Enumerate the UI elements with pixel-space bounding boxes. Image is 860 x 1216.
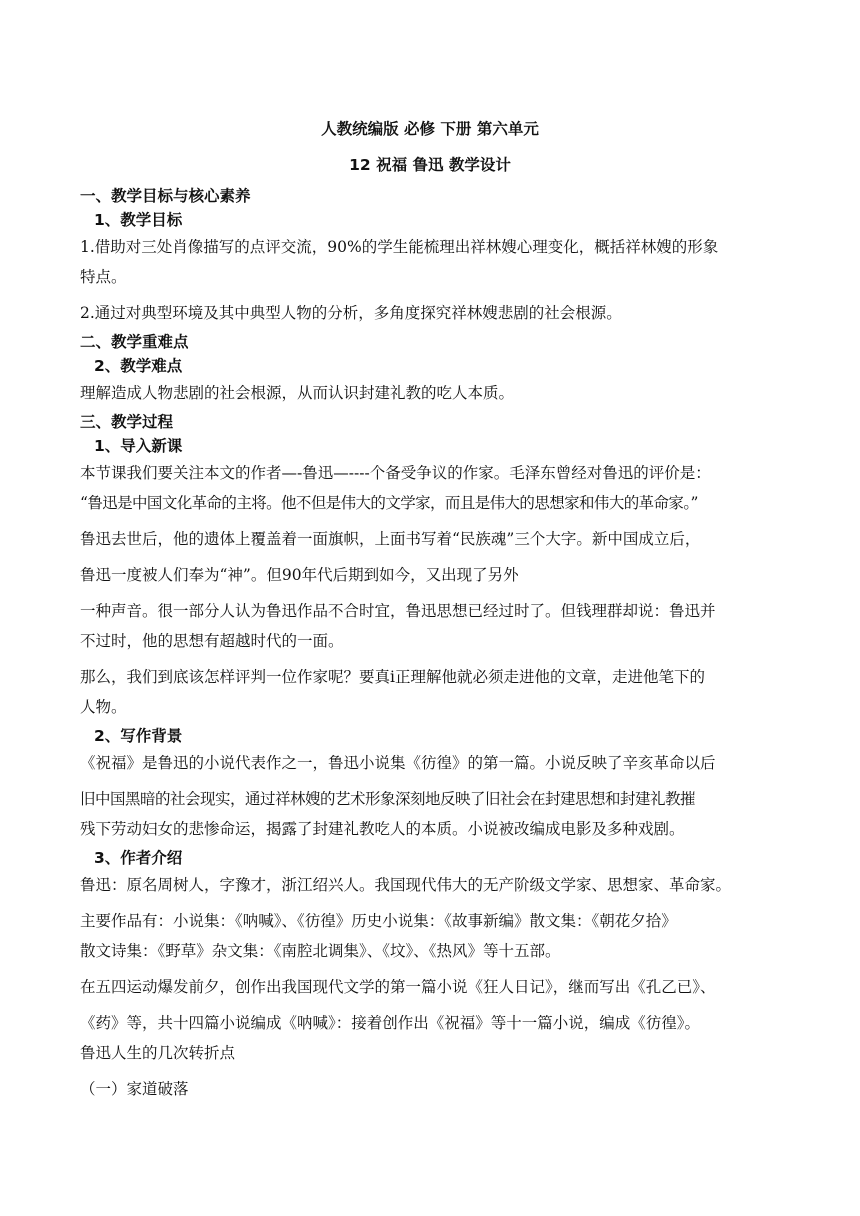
document-title-lesson: 12 祝福 鲁迅 教学设计 — [349, 156, 511, 174]
subheading-background: 2、写作背景 — [94, 727, 183, 745]
subheading-teaching-goals: 1、教学目标 — [94, 211, 183, 229]
turning-point-heading: （一）家道破落 — [80, 1080, 189, 1098]
subheading-introduction: 1、导入新课 — [94, 437, 183, 455]
section-heading-key-points: 二、教学重难点 — [80, 333, 189, 351]
author-paragraph-line: 在五四运动爆发前夕，创作出我国现代文学的第一篇小说《狂人日记》，继而写出《孔乙已》、 — [80, 978, 716, 996]
intro-paragraph-line: 那么，我们到底该怎样评判一位作家呢？要真i正理解他就必须走进他的文章，走进他笔下的 — [80, 668, 705, 686]
document-title-unit: 人教统编版 必修 下册 第六单元 — [321, 120, 539, 138]
background-paragraph-line: 残下劳动妇女的悲惨命运，揭露了封建礼教吃人的本质。小说被改编成电影及多种戏剧。 — [80, 820, 685, 838]
author-paragraph-line: 《药》等，共十四篇小说编成《呐喊》：接着创作出《祝福》等十一篇小说，编成《彷徨》。 — [80, 1014, 701, 1032]
background-paragraph-line: 《祝福》是鲁迅的小说代表作之一，鲁迅小说集《彷徨》的第一篇。小说反映了辛亥革命以后 — [80, 754, 716, 772]
intro-paragraph-line: 不过时，他的思想有超越时代的一面。 — [80, 632, 344, 650]
author-paragraph-line: 鲁迅：原名周树人，字豫才，浙江绍兴人。我国现代伟大的无产阶级文学家、思想家、革命家。 — [80, 876, 732, 894]
intro-paragraph-line: 鲁迅去世后，他的遗体上覆盖着一面旗帜，上面书写着“民族魂”三个大字。新中国成立后， — [80, 530, 701, 548]
intro-paragraph-line: 人物。 — [80, 698, 127, 716]
author-paragraph-line: 鲁迅人生的几次转折点 — [80, 1044, 236, 1062]
goal-1-line-2: 特点。 — [80, 268, 127, 286]
background-paragraph-line: 旧中国黑暗的社会现实，通过祥林嫂的艺术形象深刻地反映了旧社会在封建思想和封建礼教摧 — [80, 790, 696, 808]
author-paragraph-line: 主要作品有：小说集：《呐喊》、《彷徨》历史小说集：《故事新编》散文集：《朝花夕拾》 — [80, 912, 677, 930]
subheading-author: 3、作者介绍 — [94, 849, 183, 867]
intro-paragraph-line: 本节课我们要关注本文的作者—-鲁迅—----个备受争议的作家。毛泽东曾经对鲁迅的评价是： — [80, 464, 711, 482]
goal-1-line-1: 1.借助对三处肖像描写的点评交流，90%的学生能梳理出祥林嫂心理变化，概括祥林嫂的形象 — [80, 238, 719, 256]
goal-2: 2.通过对典型环境及其中典型人物的分析，多角度探究祥林嫂悲剧的社会根源。 — [80, 304, 622, 322]
intro-paragraph-line: “鲁迅是中国文化革命的主将。他不但是伟大的文学家，而且是伟大的思想家和伟大的革命家。” — [80, 494, 698, 512]
intro-paragraph-line: 鲁迅一度被人们奉为“神”。但90年代后期到如今，又出现了另外 — [80, 566, 519, 584]
intro-paragraph-line: 一种声音。很一部分人认为鲁迅作品不合时宜，鲁迅思想已经过时了。但钱理群却说：鲁迅并 — [80, 602, 716, 620]
subheading-difficulty: 2、教学难点 — [94, 357, 183, 375]
section-heading-process: 三、教学过程 — [80, 413, 174, 431]
author-paragraph-line: 散文诗集：《野草》杂文集：《南腔北调集》、《坟》、《热风》等十五部。 — [80, 942, 561, 960]
difficulty-text: 理解造成人物悲剧的社会根源，从而认识封建礼教的吃人本质。 — [80, 384, 515, 402]
section-heading-objectives: 一、教学目标与核心素养 — [80, 187, 251, 205]
